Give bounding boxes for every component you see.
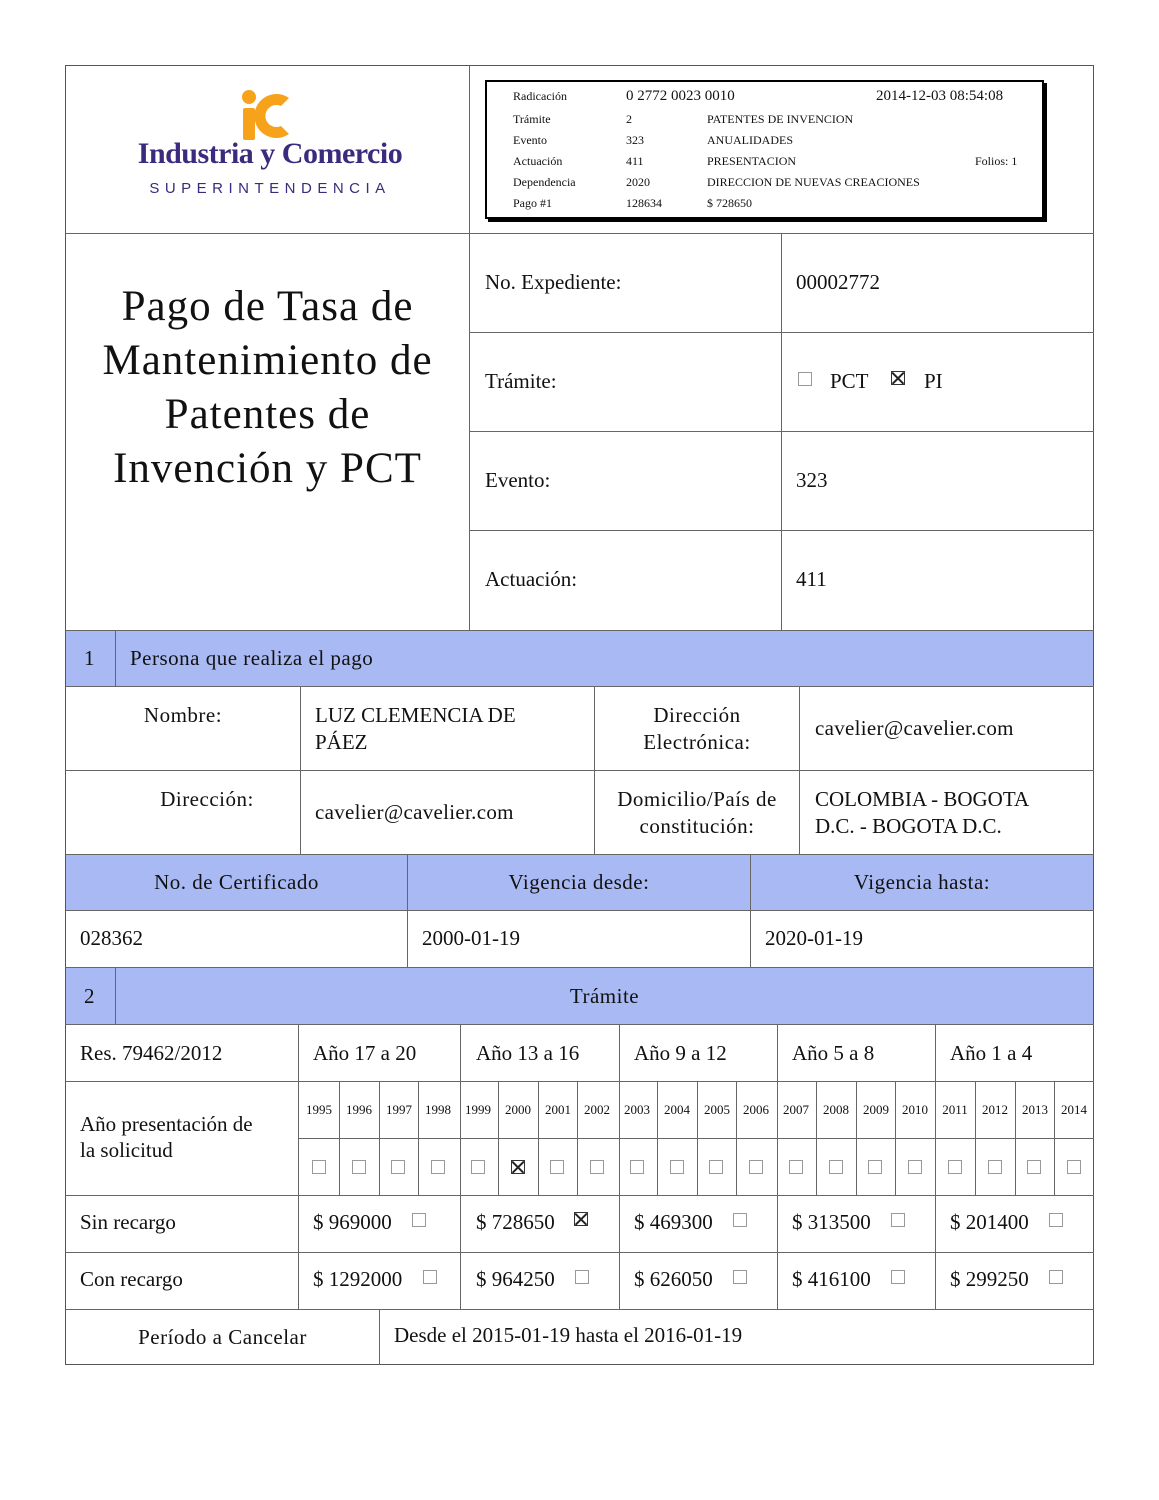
evento-label: Evento:	[485, 468, 551, 492]
email-label-line: Dirección	[653, 703, 741, 727]
section1-title: Persona que realiza el pago	[130, 646, 374, 670]
sic-logo	[120, 85, 420, 205]
header-bottom-line	[65, 233, 1094, 234]
pi-checkbox[interactable]	[891, 371, 905, 385]
con-amount-checkbox[interactable]	[1049, 1270, 1063, 1284]
year-checkbox[interactable]	[352, 1160, 366, 1174]
expediente-value: 00002772	[796, 270, 880, 294]
stamp-dependencia-code: 2020	[626, 175, 650, 189]
year-label: 2007	[783, 1102, 809, 1117]
year-checkbox[interactable]	[789, 1160, 803, 1174]
form-title-line: Mantenimiento de	[102, 337, 433, 384]
year-checkbox[interactable]	[670, 1160, 684, 1174]
sin-amount-checkbox[interactable]	[733, 1213, 747, 1227]
year-column-divider	[975, 1081, 976, 1195]
tramite-grid-line	[65, 1309, 1094, 1310]
tramite-grid-line	[65, 1195, 1094, 1196]
email-value: cavelier@cavelier.com	[815, 716, 1014, 740]
stamp-tramite-label: Trámite	[513, 112, 551, 126]
sin-recargo-label: Sin recargo	[80, 1210, 176, 1234]
evento-value: 323	[796, 468, 828, 492]
nombre-value-line: LUZ CLEMENCIA DE	[315, 703, 516, 727]
pi-option-label: PI	[924, 369, 943, 393]
domicilio-value-line: D.C. - BOGOTA D.C.	[815, 814, 1002, 838]
year-column-divider	[339, 1081, 340, 1195]
year-column-divider	[657, 1081, 658, 1195]
con-amount-checkbox[interactable]	[733, 1270, 747, 1284]
year-column-divider	[1015, 1081, 1016, 1195]
form-title	[66, 280, 469, 496]
stamp-pago-amount: $ 728650	[707, 196, 752, 210]
con-amount-checkbox[interactable]	[575, 1270, 589, 1284]
sin-amount-checkbox[interactable]	[574, 1212, 588, 1226]
year-column-divider	[816, 1081, 817, 1195]
con-amount: $ 626050	[634, 1267, 713, 1291]
form-title-line: Pago de Tasa de	[121, 283, 414, 330]
year-checkbox[interactable]	[868, 1160, 882, 1174]
year-label: 2008	[823, 1102, 849, 1117]
year-column-divider	[379, 1081, 380, 1195]
year-checkbox[interactable]	[511, 1160, 525, 1174]
con-amount-checkbox[interactable]	[891, 1270, 905, 1284]
range-13-16: Año 13 a 16	[476, 1041, 580, 1065]
expediente-label: No. Expediente:	[485, 270, 622, 294]
tramite-grid-line	[65, 1252, 1094, 1253]
tramite-grid-divider	[619, 1024, 620, 1309]
sin-amount-checkbox[interactable]	[891, 1213, 905, 1227]
year-label-line: la solicitud	[80, 1138, 173, 1162]
range-17-20: Año 17 a 20	[313, 1041, 417, 1065]
range-9-12: Año 9 a 12	[634, 1041, 727, 1065]
form-title-line: Invención y PCT	[113, 445, 422, 492]
year-column-divider	[538, 1081, 539, 1195]
year-label: 1997	[386, 1102, 412, 1117]
year-label: 2004	[664, 1102, 690, 1117]
nombre-label: Nombre:	[143, 703, 223, 727]
vigencia-desde-header: Vigencia desde:	[508, 870, 650, 894]
year-checkbox[interactable]	[988, 1160, 1002, 1174]
stamp-pago-label: Pago #1	[513, 196, 552, 210]
sin-amount: $ 201400	[950, 1210, 1029, 1234]
actuacion-value: 411	[796, 567, 827, 591]
section2-number: 2	[84, 984, 95, 1008]
year-checkbox[interactable]	[829, 1160, 843, 1174]
year-checkbox[interactable]	[471, 1160, 485, 1174]
year-column-divider	[736, 1081, 737, 1195]
year-label: 2003	[624, 1102, 650, 1117]
sin-amount: $ 313500	[792, 1210, 871, 1234]
year-checkbox[interactable]	[630, 1160, 644, 1174]
sin-amount: $ 969000	[313, 1210, 392, 1234]
year-label: 2010	[902, 1102, 928, 1117]
cert-grid-line	[65, 910, 1094, 911]
year-label: 2001	[545, 1102, 571, 1117]
direccion-label: Dirección:	[160, 787, 254, 811]
section1-number: 1	[84, 646, 95, 670]
stamp-datetime: 2014-12-03 08:54:08	[876, 88, 1004, 104]
year-label: 1999	[465, 1102, 491, 1117]
stamp-radicacion-label: Radicación	[513, 89, 567, 103]
year-column-divider	[856, 1081, 857, 1195]
year-checkbox[interactable]	[550, 1160, 564, 1174]
year-checkbox[interactable]	[391, 1160, 405, 1174]
tramite-grid-divider	[460, 1024, 461, 1309]
periodo-divider	[379, 1309, 380, 1365]
year-label: 2005	[704, 1102, 730, 1117]
year-label: 2006	[743, 1102, 769, 1117]
range-5-8: Año 5 a 8	[792, 1041, 875, 1065]
info-grid-line	[469, 431, 1094, 432]
year-label: 2014	[1061, 1102, 1087, 1117]
header-divider	[469, 65, 470, 630]
year-column-divider	[697, 1081, 698, 1195]
sin-amount: $ 469300	[634, 1210, 713, 1234]
year-checkbox[interactable]	[709, 1160, 723, 1174]
section2-title: Trámite	[569, 984, 640, 1008]
year-label: 2000	[505, 1102, 531, 1117]
con-amount-checkbox[interactable]	[423, 1270, 437, 1284]
year-label: 1998	[425, 1102, 451, 1117]
section-number-divider	[115, 630, 116, 686]
year-label-line: Año presentación de	[80, 1112, 253, 1136]
vigencia-hasta-header: Vigencia hasta:	[853, 870, 991, 894]
tramite-grid-divider	[298, 1024, 299, 1309]
pct-option-label: PCT	[830, 369, 869, 393]
year-column-divider	[418, 1081, 419, 1195]
sin-amount-checkbox[interactable]	[412, 1213, 426, 1227]
info-grid-line	[469, 332, 1094, 333]
section-line	[65, 686, 1094, 687]
year-label: 2011	[942, 1102, 968, 1117]
stamp-actuacion-code: 411	[626, 154, 644, 168]
stamp-evento-code: 323	[626, 133, 644, 147]
sin-amount: $ 728650	[476, 1210, 555, 1234]
stamp-radicacion-value: 0 2772 0023 0010	[626, 88, 735, 104]
logo-brand-line: Industria y Comercio	[137, 137, 403, 170]
stamp-actuacion-label: Actuación	[513, 154, 563, 168]
stamp-dependencia-desc: DIRECCION DE NUEVAS CREACIONES	[707, 175, 920, 189]
section-line	[65, 1024, 1094, 1025]
email-label-line: Electrónica:	[643, 730, 751, 754]
logo-sub-line: SUPERINTENDENCIA	[149, 180, 391, 197]
domicilio-label-line: constitución:	[639, 814, 755, 838]
year-checkbox[interactable]	[431, 1160, 445, 1174]
radicacion-stamp	[485, 80, 1044, 219]
resolution-label: Res. 79462/2012	[80, 1041, 223, 1065]
stamp-tramite-desc: PATENTES DE INVENCION	[707, 112, 854, 126]
tramite-grid-divider	[935, 1024, 936, 1309]
stamp-dependencia-label: Dependencia	[513, 175, 576, 189]
con-amount: $ 416100	[792, 1267, 871, 1291]
year-checkbox[interactable]	[948, 1160, 962, 1174]
domicilio-label-line: Domicilio/País de	[617, 787, 777, 811]
actuacion-label: Actuación:	[485, 567, 578, 591]
stamp-evento-label: Evento	[513, 133, 547, 147]
year-checkbox[interactable]	[1067, 1160, 1081, 1174]
stamp-pago-code: 128634	[626, 196, 662, 210]
nombre-value-line: PÁEZ	[315, 730, 368, 754]
year-column-divider	[498, 1081, 499, 1195]
sic-logo-icon	[237, 88, 297, 144]
year-checkbox[interactable]	[312, 1160, 326, 1174]
vigencia-desde-value: 2000-01-19	[422, 926, 520, 950]
year-checkbox[interactable]	[749, 1160, 763, 1174]
year-label: 2002	[584, 1102, 610, 1117]
section-line	[65, 630, 1094, 631]
info-grid-line	[469, 530, 1094, 531]
person-grid-line	[65, 770, 1094, 771]
stamp-actuacion-desc: PRESENTACION	[707, 154, 797, 168]
year-checkbox[interactable]	[590, 1160, 604, 1174]
year-label: 2013	[1022, 1102, 1048, 1117]
tramite-label: Trámite:	[485, 369, 557, 393]
stamp-folios: Folios: 1	[975, 154, 1018, 168]
domicilio-value-line: COLOMBIA - BOGOTA	[815, 787, 1030, 811]
year-label: 2012	[982, 1102, 1008, 1117]
range-1-4: Año 1 a 4	[950, 1041, 1033, 1065]
form-title-line: Patentes de	[164, 391, 371, 438]
cert-number-header: No. de Certificado	[154, 870, 319, 894]
year-checkbox[interactable]	[908, 1160, 922, 1174]
stamp-tramite-code: 2	[626, 112, 632, 126]
direccion-value: cavelier@cavelier.com	[315, 800, 514, 824]
periodo-value: Desde el 2015-01-19 hasta el 2016-01-19	[394, 1323, 743, 1347]
vigencia-hasta-value: 2020-01-19	[765, 926, 863, 950]
periodo-label: Período a Cancelar	[138, 1325, 307, 1349]
year-checkbox[interactable]	[1027, 1160, 1041, 1174]
con-amount: $ 299250	[950, 1267, 1029, 1291]
tramite-grid-line	[65, 1081, 1094, 1082]
year-label: 1995	[306, 1102, 332, 1117]
pct-checkbox[interactable]	[798, 372, 812, 386]
year-column-divider	[577, 1081, 578, 1195]
sin-amount-checkbox[interactable]	[1049, 1213, 1063, 1227]
year-column-divider	[1054, 1081, 1055, 1195]
year-column-divider	[895, 1081, 896, 1195]
cert-number-value: 028362	[80, 926, 143, 950]
con-amount: $ 1292000	[313, 1267, 403, 1291]
year-label: 1996	[346, 1102, 372, 1117]
con-recargo-label: Con recargo	[80, 1267, 183, 1291]
con-amount: $ 964250	[476, 1267, 555, 1291]
tramite-grid-divider	[777, 1024, 778, 1309]
year-label: 2009	[863, 1102, 889, 1117]
stamp-evento-desc: ANUALIDADES	[707, 133, 793, 147]
